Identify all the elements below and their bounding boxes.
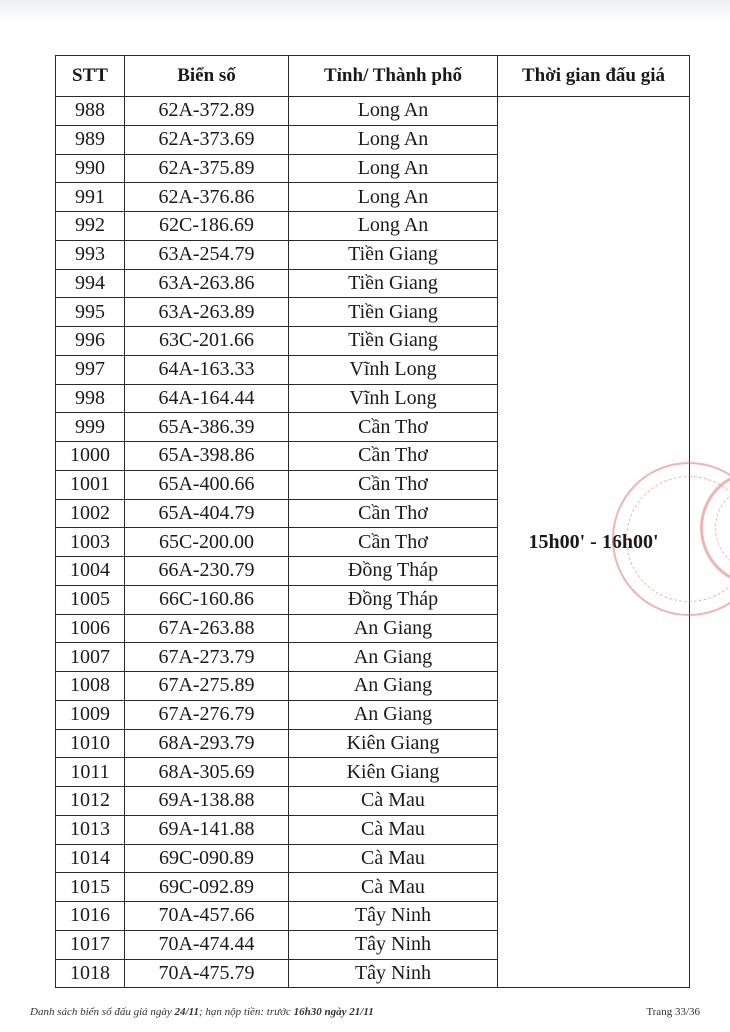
cell-plate: 63C-201.66 (125, 327, 289, 356)
cell-province: Tiền Giang (289, 269, 498, 298)
cell-stt: 1006 (56, 614, 125, 643)
cell-stt: 1002 (56, 499, 125, 528)
cell-plate: 67A-273.79 (125, 643, 289, 672)
cell-plate: 66A-230.79 (125, 557, 289, 586)
cell-province: Vĩnh Long (289, 355, 498, 384)
table-header-row (56, 56, 690, 97)
cell-province: An Giang (289, 700, 498, 729)
cell-stt: 989 (56, 125, 125, 154)
cell-plate: 65C-200.00 (125, 528, 289, 557)
footer-text-1: Danh sách biển số đấu giá ngày (30, 1006, 175, 1018)
cell-plate: 70A-457.66 (125, 902, 289, 931)
cell-stt: 1007 (56, 643, 125, 672)
cell-stt: 1009 (56, 700, 125, 729)
table-body (56, 97, 690, 988)
cell-province: Long An (289, 212, 498, 241)
cell-plate: 62A-372.89 (125, 97, 289, 126)
cell-stt: 1010 (56, 729, 125, 758)
cell-province: Cần Thơ (289, 413, 498, 442)
cell-stt: 1011 (56, 758, 125, 787)
cell-province: Long An (289, 154, 498, 183)
cell-plate: 66C-160.86 (125, 585, 289, 614)
cell-plate: 63A-263.86 (125, 269, 289, 298)
cell-plate: 64A-164.44 (125, 384, 289, 413)
cell-province: An Giang (289, 672, 498, 701)
cell-province: Cần Thơ (289, 470, 498, 499)
cell-province: Long An (289, 183, 498, 212)
cell-stt: 1013 (56, 815, 125, 844)
cell-province: Cần Thơ (289, 499, 498, 528)
cell-province: Cà Mau (289, 787, 498, 816)
cell-plate: 67A-275.89 (125, 672, 289, 701)
cell-province: Cần Thơ (289, 442, 498, 471)
cell-province: Tây Ninh (289, 902, 498, 931)
cell-stt: 994 (56, 269, 125, 298)
cell-province: Cà Mau (289, 873, 498, 902)
cell-province: An Giang (289, 614, 498, 643)
cell-plate: 63A-263.89 (125, 298, 289, 327)
cell-plate: 70A-474.44 (125, 930, 289, 959)
cell-province: Cà Mau (289, 815, 498, 844)
cell-province: Long An (289, 97, 498, 126)
cell-plate: 69C-092.89 (125, 873, 289, 902)
header-stt: STT (56, 56, 125, 97)
cell-stt: 995 (56, 298, 125, 327)
header-auction-time: Thời gian đấu giá (498, 56, 690, 97)
cell-plate: 65A-400.66 (125, 470, 289, 499)
cell-auction-time: 15h00' - 16h00' (498, 97, 690, 988)
cell-stt: 1012 (56, 787, 125, 816)
cell-province: Tiền Giang (289, 240, 498, 269)
table-row (56, 97, 690, 126)
cell-stt: 993 (56, 240, 125, 269)
cell-plate: 69A-141.88 (125, 815, 289, 844)
cell-plate: 69C-090.89 (125, 844, 289, 873)
cell-plate: 62A-375.89 (125, 154, 289, 183)
cell-province: Cà Mau (289, 844, 498, 873)
page-number: Trang 33/36 (646, 1006, 700, 1018)
header-plate: Biển số (125, 56, 289, 97)
cell-stt: 992 (56, 212, 125, 241)
cell-stt: 1001 (56, 470, 125, 499)
cell-stt: 1014 (56, 844, 125, 873)
cell-plate: 69A-138.88 (125, 787, 289, 816)
header-province: Tỉnh/ Thành phố (289, 56, 498, 97)
cell-stt: 988 (56, 97, 125, 126)
cell-province: Tây Ninh (289, 930, 498, 959)
footer-note (30, 1006, 700, 1018)
cell-plate: 62C-186.69 (125, 212, 289, 241)
cell-plate: 65A-386.39 (125, 413, 289, 442)
cell-stt: 991 (56, 183, 125, 212)
cell-stt: 1008 (56, 672, 125, 701)
cell-plate: 70A-475.79 (125, 959, 289, 988)
auction-plate-table (55, 55, 690, 988)
cell-plate: 65A-398.86 (125, 442, 289, 471)
cell-plate: 62A-373.69 (125, 125, 289, 154)
cell-stt: 1016 (56, 902, 125, 931)
footer-date: 24/11 (174, 1006, 199, 1018)
cell-stt: 999 (56, 413, 125, 442)
page-top-shade (0, 0, 730, 22)
cell-province: Tây Ninh (289, 959, 498, 988)
cell-stt: 1015 (56, 873, 125, 902)
cell-province: Đồng Tháp (289, 557, 498, 586)
cell-stt: 1017 (56, 930, 125, 959)
cell-province: Long An (289, 125, 498, 154)
cell-province: Đồng Tháp (289, 585, 498, 614)
cell-province: Tiền Giang (289, 298, 498, 327)
cell-province: Cần Thơ (289, 528, 498, 557)
cell-plate: 67A-276.79 (125, 700, 289, 729)
cell-stt: 1003 (56, 528, 125, 557)
footer-text-2: ; hạn nộp tiền: trước (198, 1006, 294, 1018)
cell-province: Tiền Giang (289, 327, 498, 356)
cell-stt: 996 (56, 327, 125, 356)
cell-province: Kiên Giang (289, 758, 498, 787)
cell-stt: 1000 (56, 442, 125, 471)
cell-stt: 997 (56, 355, 125, 384)
cell-stt: 1018 (56, 959, 125, 988)
footer-deadline: 16h30 ngày 21/11 (293, 1006, 374, 1018)
cell-province: An Giang (289, 643, 498, 672)
cell-stt: 1004 (56, 557, 125, 586)
cell-province: Vĩnh Long (289, 384, 498, 413)
cell-plate: 64A-163.33 (125, 355, 289, 384)
cell-stt: 990 (56, 154, 125, 183)
cell-plate: 63A-254.79 (125, 240, 289, 269)
cell-province: Kiên Giang (289, 729, 498, 758)
cell-plate: 67A-263.88 (125, 614, 289, 643)
cell-stt: 998 (56, 384, 125, 413)
cell-plate: 62A-376.86 (125, 183, 289, 212)
cell-plate: 68A-293.79 (125, 729, 289, 758)
cell-plate: 68A-305.69 (125, 758, 289, 787)
cell-stt: 1005 (56, 585, 125, 614)
cell-plate: 65A-404.79 (125, 499, 289, 528)
